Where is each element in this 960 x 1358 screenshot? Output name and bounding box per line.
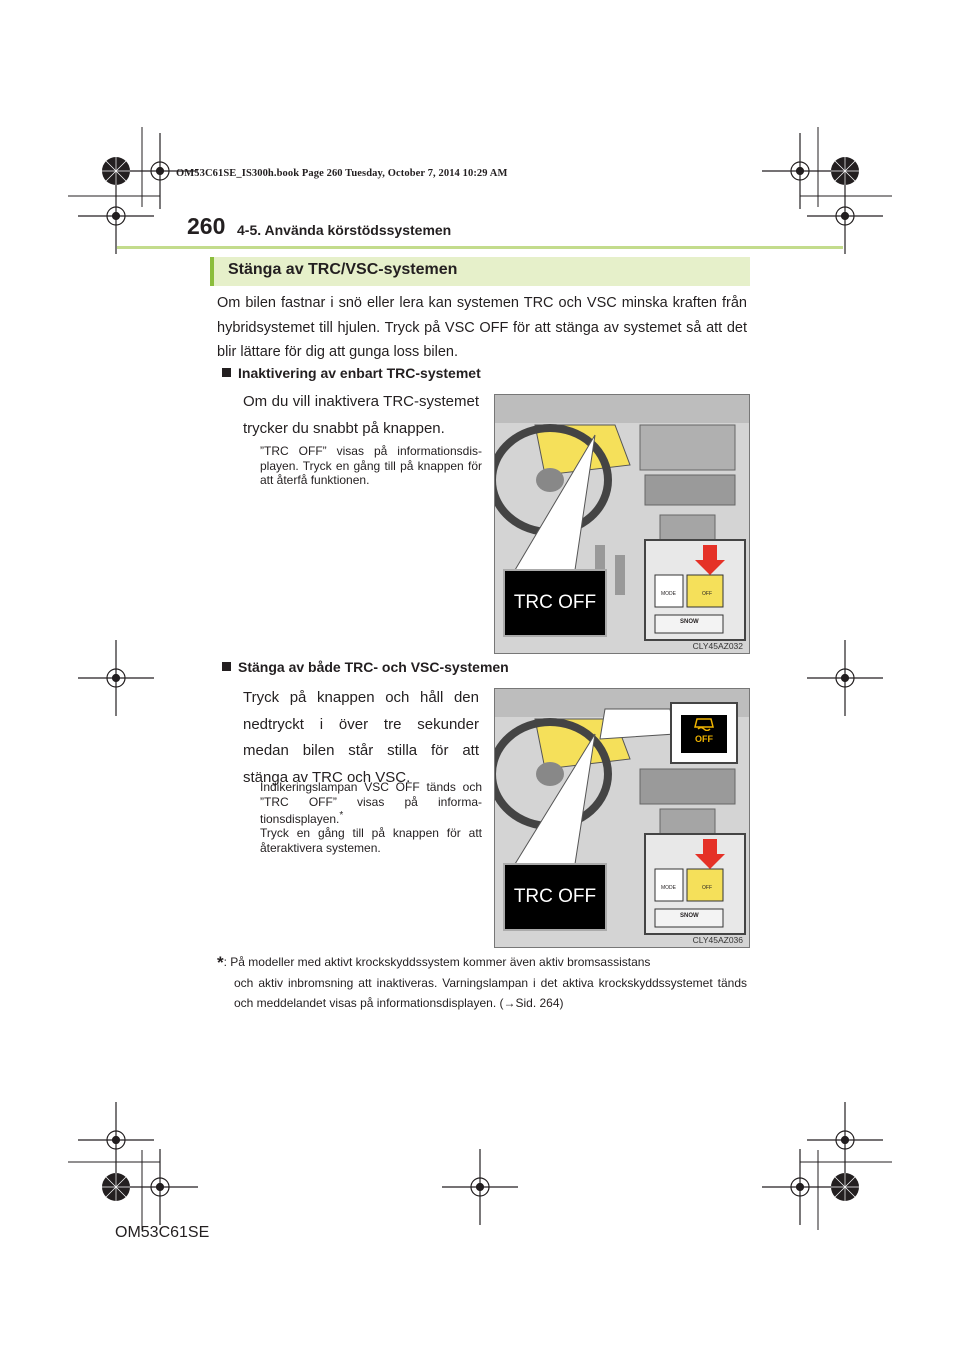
block1-body: Om du vill inaktivera TRC-systemet trycker du snabbt på knappen. (243, 393, 479, 437)
subheading-text: Stänga av både TRC- och VSC-systemen (238, 659, 509, 675)
block2-note2: Tryck en gång till på knappen för att återaktivera systemen. (260, 826, 482, 855)
section-title: Stänga av TRC/VSC-systemen (228, 261, 458, 278)
skid-indicator-icon (693, 717, 715, 731)
footnote-line1: : På modeller med aktivt krockskyddssystem kommer även aktiv bromsassistans (223, 955, 651, 969)
figure-vsc-off-button (494, 688, 750, 948)
block1-note: ”TRC OFF” visas på informationsdisplayen. Tryck en gång till på knappen för att återfå funktionen. (260, 444, 482, 487)
button-label-snow: SNOW (680, 619, 699, 625)
vsc-off-indicator-text: OFF (695, 734, 713, 744)
book-info-line: OM53C61SE_IS300h.book Page 260 Tuesday, October 7, 2014 10:29 AM (176, 168, 508, 179)
footnote-line2: och aktiv inbromsning att inaktiveras. Varningslampan i det aktiva krockskyddssystemet tänds och meddelandet visas på informationsdisplayen. (→Sid. 264) (234, 976, 747, 1010)
button-label-off: OFF (702, 591, 712, 597)
button-label-off: OFF (702, 885, 712, 891)
section-title-band (210, 257, 750, 286)
button-label-snow: SNOW (680, 913, 699, 919)
block2-body: Tryck på knappen och håll den nedtryckt i över tre sekunder medan bilen står stilla för att stänga av TRC och VSC. (243, 689, 479, 786)
figure-trc-off-button (494, 394, 750, 654)
subheading-text: Inaktivering av enbart TRC-systemet (238, 365, 481, 381)
page-number: 260 (187, 213, 226, 239)
running-head: 4-5. Använda körstödssystemen (237, 222, 452, 238)
intro-paragraph: Om bilen fastnar i snö eller lera kan systemen TRC och VSC minska kraften från hybridsystemet till hjulen. Tryck på VSC OFF för att stänga av systemet så att det blir lättare för dig att gunga loss bilen. (217, 295, 747, 360)
square-bullet-icon (222, 662, 231, 671)
button-label-mode: MODE (661, 885, 676, 891)
footnote (217, 952, 747, 1013)
subheading-trc-only (222, 365, 481, 381)
subheading-trc-vsc (222, 659, 509, 675)
model-code: OM53C61SE (115, 1224, 210, 1241)
figure-code: CLY45AZ032 (692, 641, 743, 651)
figure-code: CLY45AZ036 (692, 935, 743, 945)
footnote-star: * (217, 953, 224, 972)
note-text: Indikeringslampan VSC OFF tänds och ”TRC OFF” visas på informationsdisplayen. (260, 780, 482, 826)
block2-note1 (260, 780, 482, 827)
trc-off-display: TRC OFF (503, 863, 607, 931)
button-label-mode: MODE (661, 591, 676, 597)
trc-off-display: TRC OFF (503, 569, 607, 637)
footnote-mark: * (339, 810, 344, 821)
square-bullet-icon (222, 368, 231, 377)
header-rule (117, 246, 843, 249)
